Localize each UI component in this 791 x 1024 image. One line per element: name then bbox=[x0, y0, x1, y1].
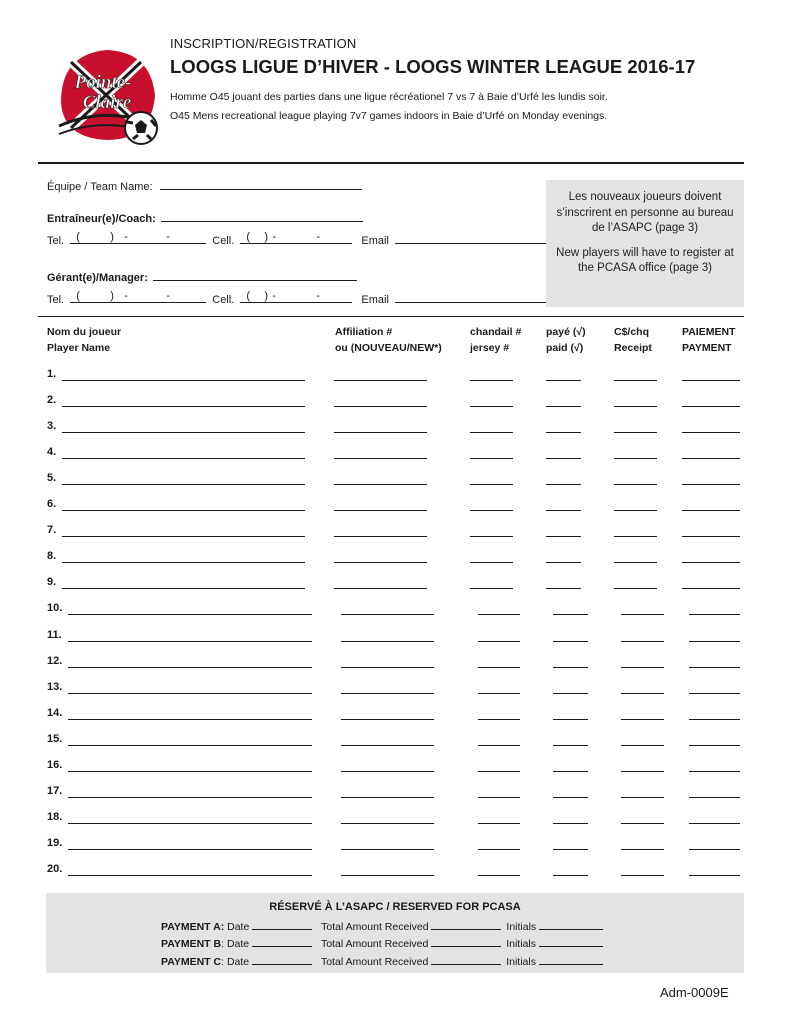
header-divider bbox=[38, 162, 744, 164]
player-paid-field[interactable] bbox=[553, 771, 588, 772]
player-name-field[interactable] bbox=[62, 406, 305, 407]
row-number: 1. bbox=[47, 368, 57, 380]
col-affiliation-2: ou (NOUVEAU/NEW*) bbox=[335, 342, 442, 354]
coach-email-label: Email bbox=[361, 235, 389, 247]
payment-b-initials-field[interactable] bbox=[539, 936, 603, 947]
player-payment-field[interactable] bbox=[682, 380, 740, 381]
payment-c-total-field[interactable] bbox=[431, 954, 501, 965]
player-affiliation-field[interactable] bbox=[334, 484, 427, 485]
form-title: LOOGS LIGUE D’HIVER - LOOGS WINTER LEAGUE 2016-17 bbox=[170, 56, 696, 77]
player-name-field[interactable] bbox=[62, 458, 305, 459]
payment-b-date-field[interactable] bbox=[252, 936, 312, 947]
dash: - bbox=[272, 231, 276, 243]
coach-name-field[interactable] bbox=[161, 211, 363, 222]
player-jersey-field[interactable] bbox=[470, 432, 513, 433]
logo-text-1: Pointe- bbox=[74, 72, 132, 93]
player-jersey-field[interactable] bbox=[478, 641, 520, 642]
paren: ) bbox=[264, 231, 268, 243]
player-paid-field[interactable] bbox=[553, 719, 588, 720]
player-affiliation-field[interactable] bbox=[341, 823, 434, 824]
row-number: 19. bbox=[47, 837, 63, 849]
player-affiliation-field[interactable] bbox=[334, 562, 427, 563]
row-number: 8. bbox=[47, 550, 57, 562]
player-paid-field[interactable] bbox=[553, 849, 588, 850]
player-affiliation-field[interactable] bbox=[341, 745, 434, 746]
reserved-for-pcasa-box bbox=[46, 893, 744, 973]
player-jersey-field[interactable] bbox=[470, 588, 513, 589]
player-affiliation-field[interactable] bbox=[334, 380, 427, 381]
paren: ) bbox=[264, 290, 268, 302]
col-paid-2: paid (√) bbox=[546, 342, 584, 354]
player-jersey-field[interactable] bbox=[470, 380, 513, 381]
payment-b-total-field[interactable] bbox=[431, 936, 501, 947]
payment-c-date-field[interactable] bbox=[252, 954, 312, 965]
date-label: Date bbox=[227, 921, 250, 933]
coach-tel-label: Tel. bbox=[47, 235, 65, 247]
player-name-field[interactable] bbox=[68, 771, 312, 772]
manager-tel-label: Tel. bbox=[47, 294, 65, 306]
dash: - bbox=[166, 290, 170, 302]
paren: ) bbox=[110, 290, 114, 302]
col-player-name-fr: Nom du joueur bbox=[47, 326, 122, 338]
player-paid-field[interactable] bbox=[546, 562, 581, 563]
player-name-field[interactable] bbox=[68, 823, 312, 824]
manager-tel-field[interactable] bbox=[70, 292, 206, 303]
player-jersey-field[interactable] bbox=[478, 667, 520, 668]
paren: ( bbox=[76, 231, 80, 243]
player-affiliation-field[interactable] bbox=[341, 719, 434, 720]
col-receipt-1: C$/chq bbox=[614, 326, 650, 338]
row-number: 16. bbox=[47, 759, 63, 771]
player-receipt-field[interactable] bbox=[621, 745, 664, 746]
row-number: 9. bbox=[47, 576, 57, 588]
dash: - bbox=[316, 231, 320, 243]
player-receipt-field[interactable] bbox=[621, 719, 664, 720]
player-payment-field[interactable] bbox=[689, 693, 740, 694]
player-payment-field[interactable] bbox=[682, 484, 740, 485]
row-number: 2. bbox=[47, 394, 57, 406]
col-receipt-2: Receipt bbox=[614, 342, 652, 354]
initials-label: Initials bbox=[506, 956, 536, 968]
player-name-field[interactable] bbox=[68, 849, 312, 850]
player-payment-field[interactable] bbox=[682, 588, 740, 589]
player-jersey-field[interactable] bbox=[478, 614, 520, 615]
player-paid-field[interactable] bbox=[546, 380, 581, 381]
player-affiliation-field[interactable] bbox=[334, 432, 427, 433]
player-jersey-field[interactable] bbox=[478, 823, 520, 824]
player-name-field[interactable] bbox=[68, 719, 312, 720]
player-jersey-field[interactable] bbox=[478, 745, 520, 746]
pointe-claire-logo bbox=[55, 40, 165, 150]
row-number: 18. bbox=[47, 811, 63, 823]
player-receipt-field[interactable] bbox=[621, 667, 664, 668]
dash: - bbox=[272, 290, 276, 302]
player-affiliation-field[interactable] bbox=[341, 771, 434, 772]
coach-cell-field[interactable] bbox=[240, 233, 352, 244]
player-payment-field[interactable] bbox=[689, 875, 740, 876]
row-number: 13. bbox=[47, 681, 63, 693]
total-label: Total Amount Received bbox=[321, 921, 429, 933]
player-jersey-field[interactable] bbox=[470, 484, 513, 485]
team-name-row bbox=[47, 179, 362, 193]
player-jersey-field[interactable] bbox=[470, 406, 513, 407]
player-name-field[interactable] bbox=[68, 641, 312, 642]
coach-label: Entraîneur(e)/Coach: bbox=[47, 213, 156, 225]
row-number: 11. bbox=[47, 629, 62, 641]
player-affiliation-field[interactable] bbox=[334, 510, 427, 511]
new-players-notice bbox=[546, 180, 744, 307]
player-paid-field[interactable] bbox=[553, 614, 588, 615]
player-jersey-field[interactable] bbox=[470, 510, 513, 511]
row-number: 3. bbox=[47, 420, 57, 432]
player-paid-field[interactable] bbox=[546, 510, 581, 511]
player-receipt-field[interactable] bbox=[614, 406, 657, 407]
coach-row bbox=[47, 211, 363, 225]
player-paid-field[interactable] bbox=[553, 875, 588, 876]
col-jersey-2: jersey # bbox=[470, 342, 510, 354]
player-payment-field[interactable] bbox=[689, 667, 740, 668]
player-receipt-field[interactable] bbox=[621, 849, 664, 850]
player-payment-field[interactable] bbox=[682, 458, 740, 459]
col-player-name-en: Player Name bbox=[47, 342, 111, 354]
manager-name-field[interactable] bbox=[153, 270, 357, 281]
notice-english: New players will have to register at the PCASA office (page 3) bbox=[556, 246, 734, 274]
row-number: 14. bbox=[47, 707, 63, 719]
date-label: Date bbox=[226, 956, 250, 968]
player-receipt-field[interactable] bbox=[614, 510, 657, 511]
manager-row bbox=[47, 270, 357, 284]
player-paid-field[interactable] bbox=[546, 432, 581, 433]
player-receipt-field[interactable] bbox=[614, 588, 657, 589]
player-affiliation-field[interactable] bbox=[334, 536, 427, 537]
manager-email-field[interactable] bbox=[395, 292, 561, 303]
dash: - bbox=[124, 231, 128, 243]
player-name-field[interactable] bbox=[62, 484, 305, 485]
coach-cell-label: Cell. bbox=[212, 235, 235, 247]
coach-tel-field[interactable] bbox=[70, 233, 206, 244]
player-name-field[interactable] bbox=[68, 745, 312, 746]
logo-text-2: Claire bbox=[82, 92, 132, 113]
colon: : bbox=[221, 938, 225, 950]
manager-cell-label: Cell. bbox=[212, 294, 235, 306]
player-name-field[interactable] bbox=[62, 432, 305, 433]
player-affiliation-field[interactable] bbox=[341, 641, 434, 642]
player-name-field[interactable] bbox=[68, 875, 312, 876]
payment-a-date-field[interactable] bbox=[252, 919, 312, 930]
row-number: 6. bbox=[47, 498, 57, 510]
row-number: 7. bbox=[47, 524, 57, 536]
col-payment-2: PAYMENT bbox=[682, 342, 732, 354]
row-number: 20. bbox=[47, 863, 63, 875]
player-paid-field[interactable] bbox=[546, 588, 581, 589]
player-payment-field[interactable] bbox=[682, 536, 740, 537]
player-payment-field[interactable] bbox=[682, 432, 740, 433]
player-payment-field[interactable] bbox=[689, 719, 740, 720]
player-paid-field[interactable] bbox=[553, 641, 588, 642]
player-name-field[interactable] bbox=[62, 510, 305, 511]
notice-french: Les nouveaux joueurs doivent s’inscrirent en personne au bureau de l’ASAPC (page 3) bbox=[556, 191, 734, 234]
player-jersey-field[interactable] bbox=[470, 562, 513, 563]
row-number: 12. bbox=[47, 655, 63, 667]
form-subtitle: INSCRIPTION/REGISTRATION bbox=[170, 36, 357, 51]
col-payment bbox=[682, 324, 735, 356]
player-affiliation-field[interactable] bbox=[334, 406, 427, 407]
player-receipt-field[interactable] bbox=[614, 484, 657, 485]
paren: ( bbox=[246, 290, 250, 302]
payment-c-label: PAYMENT C bbox=[161, 956, 222, 968]
row-number: 17. bbox=[47, 785, 63, 797]
player-paid-field[interactable] bbox=[553, 667, 588, 668]
player-paid-field[interactable] bbox=[553, 823, 588, 824]
paren: ) bbox=[110, 231, 114, 243]
player-receipt-field[interactable] bbox=[614, 380, 657, 381]
dash: - bbox=[316, 290, 320, 302]
dash: - bbox=[166, 231, 170, 243]
player-jersey-field[interactable] bbox=[478, 797, 520, 798]
player-receipt-field[interactable] bbox=[621, 875, 664, 876]
player-payment-field[interactable] bbox=[689, 797, 740, 798]
player-jersey-field[interactable] bbox=[478, 693, 520, 694]
player-paid-field[interactable] bbox=[553, 693, 588, 694]
coach-contact-row bbox=[47, 233, 561, 247]
payment-a-label: PAYMENT A: bbox=[161, 921, 225, 933]
colon: : bbox=[221, 956, 225, 968]
player-name-field[interactable] bbox=[68, 667, 312, 668]
payment-c-initials-field[interactable] bbox=[539, 954, 603, 965]
player-payment-field[interactable] bbox=[682, 562, 740, 563]
form-code: Adm-0009E bbox=[660, 985, 729, 1000]
col-paid bbox=[546, 324, 586, 356]
player-name-field[interactable] bbox=[68, 614, 312, 615]
player-affiliation-field[interactable] bbox=[341, 693, 434, 694]
player-receipt-field[interactable] bbox=[621, 797, 664, 798]
player-affiliation-field[interactable] bbox=[341, 667, 434, 668]
player-payment-field[interactable] bbox=[689, 823, 740, 824]
date-label: Date bbox=[226, 938, 250, 950]
manager-contact-row bbox=[47, 292, 561, 306]
player-paid-field[interactable] bbox=[546, 484, 581, 485]
manager-cell-field[interactable] bbox=[240, 292, 352, 303]
player-payment-field[interactable] bbox=[689, 771, 740, 772]
player-receipt-field[interactable] bbox=[621, 771, 664, 772]
row-number: 4. bbox=[47, 446, 57, 458]
description-english: O45 Mens recreational league playing 7v7 games indoors in Baie d’Urfé on Monday evenings. bbox=[170, 110, 608, 122]
player-jersey-field[interactable] bbox=[478, 719, 520, 720]
row-number: 5. bbox=[47, 472, 57, 484]
initials-label: Initials bbox=[506, 938, 536, 950]
player-receipt-field[interactable] bbox=[614, 432, 657, 433]
player-receipt-field[interactable] bbox=[621, 614, 664, 615]
team-name-label: Équipe / Team Name: bbox=[47, 181, 153, 193]
payment-b-label: PAYMENT B bbox=[161, 938, 222, 950]
player-affiliation-field[interactable] bbox=[334, 458, 427, 459]
player-affiliation-field[interactable] bbox=[341, 614, 434, 615]
total-label: Total Amount Received bbox=[320, 956, 429, 968]
total-label: Total Amount Received bbox=[320, 938, 429, 950]
player-receipt-field[interactable] bbox=[614, 536, 657, 537]
paren: ( bbox=[76, 290, 80, 302]
player-payment-field[interactable] bbox=[689, 745, 740, 746]
player-payment-field[interactable] bbox=[682, 406, 740, 407]
row-number: 15. bbox=[47, 733, 63, 745]
player-payment-field[interactable] bbox=[682, 510, 740, 511]
player-affiliation-field[interactable] bbox=[341, 797, 434, 798]
initials-label: Initials bbox=[506, 921, 537, 933]
row-number: 10. bbox=[47, 602, 63, 614]
player-receipt-field[interactable] bbox=[621, 641, 664, 642]
player-name-field[interactable] bbox=[68, 797, 312, 798]
payment-a-initials-field[interactable] bbox=[539, 919, 603, 930]
reserved-title: RÉSERVÉ À L’ASAPC / RESERVED FOR PCASA bbox=[269, 901, 521, 913]
col-receipt bbox=[614, 324, 652, 356]
player-jersey-field[interactable] bbox=[470, 458, 513, 459]
player-jersey-field[interactable] bbox=[478, 875, 520, 876]
col-paid-1: payé (√) bbox=[546, 326, 586, 338]
col-jersey bbox=[470, 324, 521, 356]
col-affiliation-1: Affiliation # bbox=[335, 326, 393, 338]
player-name-field[interactable] bbox=[62, 380, 305, 381]
player-paid-field[interactable] bbox=[546, 536, 581, 537]
payment-b-row bbox=[161, 936, 603, 950]
manager-label: Gérant(e)/Manager: bbox=[47, 272, 148, 284]
player-jersey-field[interactable] bbox=[470, 536, 513, 537]
player-paid-field[interactable] bbox=[546, 458, 581, 459]
col-affiliation bbox=[335, 324, 442, 356]
player-receipt-field[interactable] bbox=[621, 823, 664, 824]
player-affiliation-field[interactable] bbox=[341, 875, 434, 876]
col-player-name bbox=[47, 324, 121, 356]
player-receipt-field[interactable] bbox=[614, 458, 657, 459]
player-affiliation-field[interactable] bbox=[341, 849, 434, 850]
player-name-field[interactable] bbox=[62, 588, 305, 589]
player-name-field[interactable] bbox=[62, 536, 305, 537]
player-receipt-field[interactable] bbox=[621, 693, 664, 694]
team-name-field[interactable] bbox=[160, 179, 362, 190]
player-receipt-field[interactable] bbox=[614, 562, 657, 563]
player-paid-field[interactable] bbox=[546, 406, 581, 407]
payment-a-row bbox=[161, 919, 603, 933]
player-affiliation-field[interactable] bbox=[334, 588, 427, 589]
player-payment-field[interactable] bbox=[689, 614, 740, 615]
col-jersey-1: chandail # bbox=[470, 326, 522, 338]
col-payment-1: PAIEMENT bbox=[682, 326, 736, 338]
player-payment-field[interactable] bbox=[689, 641, 740, 642]
dash: - bbox=[124, 290, 128, 302]
coach-email-field[interactable] bbox=[395, 233, 561, 244]
player-payment-field[interactable] bbox=[689, 849, 740, 850]
paren: ( bbox=[246, 231, 250, 243]
player-paid-field[interactable] bbox=[553, 745, 588, 746]
player-name-field[interactable] bbox=[68, 693, 312, 694]
payment-c-row bbox=[161, 954, 603, 968]
team-section-divider bbox=[38, 316, 744, 317]
player-paid-field[interactable] bbox=[553, 797, 588, 798]
payment-a-total-field[interactable] bbox=[431, 919, 501, 930]
player-name-field[interactable] bbox=[62, 562, 305, 563]
player-jersey-field[interactable] bbox=[478, 849, 520, 850]
manager-email-label: Email bbox=[361, 294, 389, 306]
player-jersey-field[interactable] bbox=[478, 771, 520, 772]
description-french: Homme O45 jouant des parties dans une ligue récréationel 7 vs 7 à Baie d’Urfé les lundis soir. bbox=[170, 91, 608, 103]
